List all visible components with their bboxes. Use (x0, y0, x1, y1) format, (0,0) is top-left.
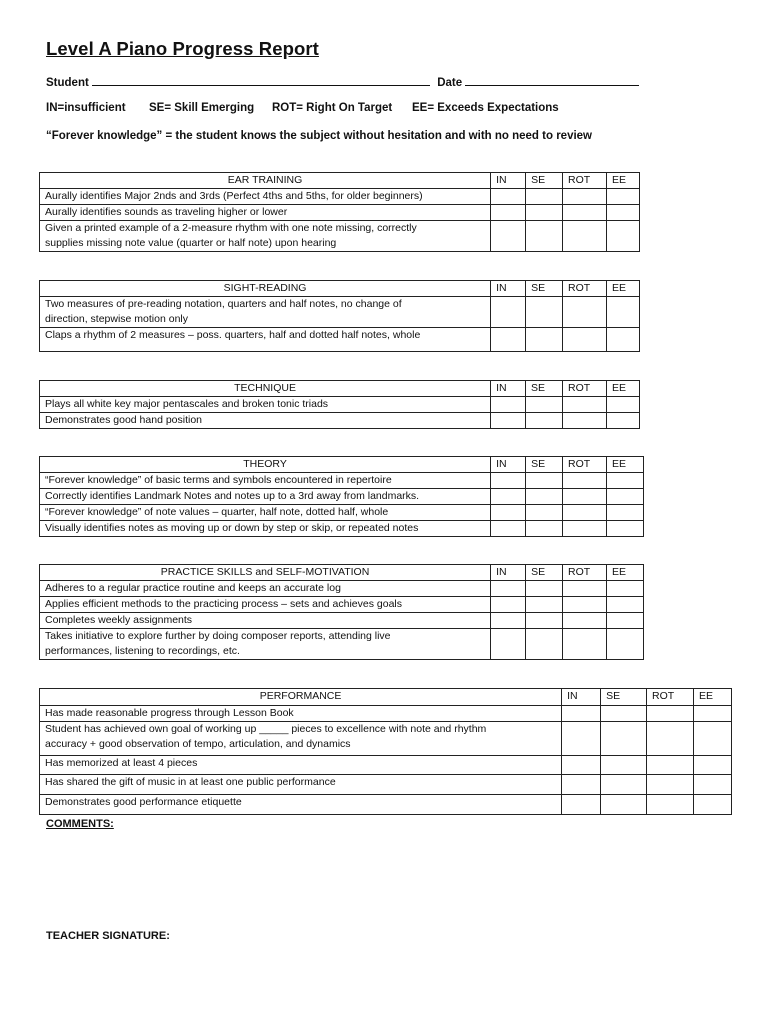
criterion-line: Applies efficient methods to the practicing process – sets and achieves goals (45, 598, 403, 610)
column-header-ee: EE (606, 381, 639, 397)
legend-rot: ROT= Right On Target (272, 102, 393, 114)
rating-cell-se[interactable] (601, 795, 647, 815)
table-row (40, 613, 644, 629)
criterion-text (40, 795, 562, 815)
criterion-line: direction, stepwise motion only (45, 313, 188, 325)
criterion-text (40, 397, 491, 413)
criterion-text (40, 521, 491, 537)
section-table (39, 688, 732, 815)
criterion-text (40, 413, 491, 429)
table-row (40, 328, 640, 352)
rating-cell-in[interactable] (491, 205, 526, 221)
column-header-in: IN (491, 381, 526, 397)
rating-cell-se[interactable] (526, 397, 563, 413)
column-header-se: SE (526, 381, 563, 397)
rating-cell-rot[interactable] (563, 489, 607, 505)
criterion-line: performances, listening to recordings, etc. (45, 645, 240, 657)
rating-cell-ee[interactable] (694, 722, 732, 756)
criterion-line: Student has achieved own goal of working up _____ pieces to excellence with note and rhythm (45, 723, 487, 735)
criterion-text (40, 328, 491, 352)
column-header-in: IN (491, 173, 526, 189)
criterion-text (40, 706, 562, 722)
rating-cell-rot[interactable] (563, 505, 607, 521)
section-title: SIGHT-READING (40, 281, 491, 297)
date-field[interactable] (465, 74, 639, 86)
rating-cell-ee[interactable] (694, 706, 732, 722)
student-line (46, 74, 639, 89)
column-header-rot: ROT (563, 565, 607, 581)
table-row (40, 297, 640, 328)
criterion-line: Has shared the gift of music in at least one public performance (45, 776, 336, 788)
table-row (40, 629, 644, 660)
rating-cell-in[interactable] (491, 297, 526, 328)
criterion-line: Adheres to a regular practice routine and keeps an accurate log (45, 582, 341, 594)
rating-cell-in[interactable] (562, 775, 601, 795)
table-row (40, 756, 732, 775)
section-title: THEORY (40, 457, 491, 473)
rating-cell-in[interactable] (562, 756, 601, 775)
section-title: TECHNIQUE (40, 381, 491, 397)
rating-cell-rot[interactable] (563, 521, 607, 537)
rating-cell-rot[interactable] (647, 706, 694, 722)
criterion-line: Demonstrates good hand position (45, 414, 203, 426)
column-header-se: SE (526, 457, 563, 473)
criterion-line: Aurally identifies sounds as traveling higher or lower (45, 206, 288, 218)
rating-cell-ee[interactable] (607, 221, 640, 252)
rating-cell-in[interactable] (491, 581, 526, 597)
table-row (40, 597, 644, 613)
rating-cell-rot[interactable] (647, 722, 694, 756)
criterion-line: Plays all white key major pentascales and broken tonic triads (45, 398, 329, 410)
column-header-in: IN (491, 281, 526, 297)
rating-cell-in[interactable] (491, 489, 526, 505)
rating-cell-ee[interactable] (607, 597, 644, 613)
rating-cell-ee[interactable] (607, 473, 644, 489)
rating-cell-se[interactable] (601, 756, 647, 775)
criterion-line: Visually identifies notes as moving up or down by step or skip, or repeated notes (45, 522, 419, 534)
criterion-text (40, 581, 491, 597)
rating-cell-se[interactable] (526, 597, 563, 613)
rating-cell-se[interactable] (526, 489, 563, 505)
criterion-line: Has memorized at least 4 pieces (45, 757, 198, 769)
column-header-in: IN (562, 689, 601, 706)
column-header-ee: EE (694, 689, 732, 706)
rating-cell-ee[interactable] (694, 795, 732, 815)
rating-cell-in[interactable] (491, 521, 526, 537)
criterion-line: Demonstrates good performance etiquette (45, 796, 242, 808)
forever-knowledge-definition: “Forever knowledge” = the student knows the subject without hesitation and with no need to review (46, 130, 592, 142)
rating-cell-rot[interactable] (563, 473, 607, 489)
column-header-ee: EE (607, 281, 640, 297)
rating-cell-se[interactable] (526, 413, 563, 429)
table-row (40, 722, 732, 756)
rating-cell-ee[interactable] (607, 328, 640, 352)
rating-cell-in[interactable] (491, 613, 526, 629)
rating-cell-ee[interactable] (607, 489, 644, 505)
student-field[interactable] (92, 74, 430, 86)
rating-cell-ee[interactable] (607, 613, 644, 629)
rating-cell-in[interactable] (491, 629, 526, 660)
column-header-ee: EE (607, 457, 644, 473)
rating-cell-in[interactable] (491, 473, 526, 489)
criterion-line: Claps a rhythm of 2 measures – poss. quarters, half and dotted half notes, whole (45, 329, 421, 341)
rating-cell-ee[interactable] (607, 629, 644, 660)
rating-cell-se[interactable] (526, 221, 563, 252)
criterion-text (40, 221, 491, 252)
rating-cell-in[interactable] (491, 397, 526, 413)
criterion-line: “Forever knowledge” of basic terms and symbols encountered in repertoire (45, 474, 392, 486)
rating-cell-se[interactable] (526, 189, 563, 205)
table-row (40, 473, 644, 489)
criterion-line: Aurally identifies Major 2nds and 3rds (Perfect 4ths and 5ths, for older beginners) (45, 190, 423, 202)
column-header-ee: EE (607, 565, 644, 581)
rating-cell-se[interactable] (526, 505, 563, 521)
rating-cell-se[interactable] (601, 722, 647, 756)
table-row (40, 505, 644, 521)
rating-cell-se[interactable] (526, 473, 563, 489)
criterion-line: Two measures of pre-reading notation, quarters and half notes, no change of (45, 298, 402, 310)
rating-cell-rot[interactable] (563, 189, 607, 205)
column-header-rot: ROT (563, 281, 607, 297)
rating-cell-in[interactable] (491, 505, 526, 521)
rating-cell-se[interactable] (526, 629, 563, 660)
criterion-line: Takes initiative to explore further by doing composer reports, attending live (45, 630, 391, 642)
rating-cell-rot[interactable] (563, 413, 607, 429)
section-table (39, 380, 640, 429)
rating-cell-rot[interactable] (563, 205, 607, 221)
rating-cell-rot[interactable] (563, 597, 607, 613)
legend-ee: EE= Exceeds Expectations (412, 102, 559, 114)
table-row (40, 521, 644, 537)
criterion-text (40, 597, 491, 613)
criterion-text (40, 629, 491, 660)
table-row (40, 795, 732, 815)
rating-cell-rot[interactable] (647, 775, 694, 795)
column-header-rot: ROT (563, 457, 607, 473)
table-row (40, 775, 732, 795)
rating-cell-in[interactable] (491, 189, 526, 205)
criterion-text (40, 505, 491, 521)
column-header-se: SE (526, 281, 563, 297)
section-title: PRACTICE SKILLS and SELF-MOTIVATION (40, 565, 491, 581)
rating-cell-in[interactable] (562, 722, 601, 756)
section-table (39, 564, 644, 660)
rating-cell-in[interactable] (562, 706, 601, 722)
criterion-text (40, 297, 491, 328)
criterion-text (40, 205, 491, 221)
section-title: PERFORMANCE (40, 689, 562, 706)
criterion-text (40, 489, 491, 505)
section-table (39, 456, 644, 537)
table-row (40, 489, 644, 505)
criterion-line: supplies missing note value (quarter or half note) upon hearing (45, 237, 337, 249)
criterion-text (40, 613, 491, 629)
rating-cell-in[interactable] (562, 795, 601, 815)
criterion-text (40, 775, 562, 795)
rating-cell-in[interactable] (491, 221, 526, 252)
rating-cell-se[interactable] (526, 521, 563, 537)
section-table (39, 172, 640, 252)
rating-cell-in[interactable] (491, 328, 526, 352)
criterion-line: “Forever knowledge” of note values – quarter, half note, dotted half, whole (45, 506, 389, 518)
rating-cell-rot[interactable] (563, 629, 607, 660)
table-row (40, 413, 640, 429)
rating-cell-ee[interactable] (607, 297, 640, 328)
rating-cell-rot[interactable] (647, 795, 694, 815)
student-label: Student (46, 77, 89, 89)
rating-cell-rot[interactable] (563, 581, 607, 597)
table-row (40, 581, 644, 597)
legend-in: IN=insufficient (46, 102, 126, 114)
rating-cell-se[interactable] (601, 775, 647, 795)
column-header-in: IN (491, 565, 526, 581)
rating-cell-ee[interactable] (606, 397, 639, 413)
criterion-line: Correctly identifies Landmark Notes and notes up to a 3rd away from landmarks. (45, 490, 420, 502)
page-title: Level A Piano Progress Report (46, 38, 319, 59)
legend-se: SE= Skill Emerging (149, 102, 255, 114)
rating-cell-ee[interactable] (607, 581, 644, 597)
criterion-text (40, 722, 562, 756)
rating-cell-rot[interactable] (563, 297, 607, 328)
rating-cell-in[interactable] (491, 597, 526, 613)
criterion-line: accuracy + good observation of tempo, articulation, and dynamics (45, 738, 351, 750)
comments-label: COMMENTS: (46, 818, 114, 830)
criterion-line: Has made reasonable progress through Lesson Book (45, 707, 294, 719)
rating-cell-rot[interactable] (647, 756, 694, 775)
table-row (40, 205, 640, 221)
criterion-line: Given a printed example of a 2-measure rhythm with one note missing, correctly (45, 222, 417, 234)
rating-cell-rot[interactable] (563, 221, 607, 252)
rating-cell-se[interactable] (526, 297, 563, 328)
rating-cell-ee[interactable] (694, 775, 732, 795)
column-header-se: SE (601, 689, 647, 706)
column-header-rot: ROT (563, 173, 607, 189)
criterion-text (40, 473, 491, 489)
table-row (40, 189, 640, 205)
rating-cell-rot[interactable] (563, 328, 607, 352)
rating-cell-se[interactable] (526, 328, 563, 352)
rating-cell-in[interactable] (491, 413, 526, 429)
date-label: Date (437, 77, 463, 89)
rating-cell-ee[interactable] (607, 521, 644, 537)
table-row (40, 706, 732, 722)
criterion-text (40, 189, 491, 205)
rating-cell-se[interactable] (526, 613, 563, 629)
rating-cell-ee[interactable] (607, 505, 644, 521)
column-header-rot: ROT (563, 381, 607, 397)
criterion-text (40, 756, 562, 775)
rating-cell-se[interactable] (526, 581, 563, 597)
rating-cell-ee[interactable] (606, 413, 639, 429)
rating-cell-se[interactable] (601, 706, 647, 722)
section-title: EAR TRAINING (40, 173, 491, 189)
rating-cell-ee[interactable] (607, 189, 640, 205)
table-row (40, 221, 640, 252)
criterion-line: Completes weekly assignments (45, 614, 193, 626)
rating-cell-rot[interactable] (563, 397, 607, 413)
column-header-rot: ROT (647, 689, 694, 706)
teacher-signature-label: TEACHER SIGNATURE: (46, 930, 170, 942)
column-header-in: IN (491, 457, 526, 473)
rating-cell-ee[interactable] (694, 756, 732, 775)
column-header-se: SE (526, 173, 563, 189)
rating-cell-se[interactable] (526, 205, 563, 221)
table-row (40, 397, 640, 413)
column-header-ee: EE (607, 173, 640, 189)
section-table (39, 280, 640, 352)
column-header-se: SE (526, 565, 563, 581)
rating-cell-rot[interactable] (563, 613, 607, 629)
rating-cell-ee[interactable] (607, 205, 640, 221)
